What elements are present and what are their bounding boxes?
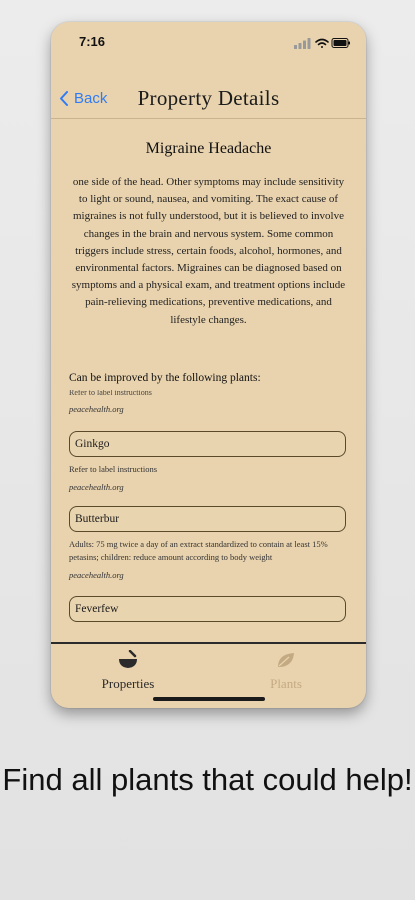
plant-list bbox=[69, 388, 346, 622]
plants-heading: Can be improved by the following plants: bbox=[69, 372, 261, 384]
tab-plants[interactable] bbox=[231, 650, 341, 692]
tab-label: Properties bbox=[101, 676, 155, 691]
plant-item-ginkgo[interactable] bbox=[69, 431, 346, 457]
tab-properties[interactable] bbox=[73, 650, 183, 692]
status-bar bbox=[51, 22, 366, 60]
plant-name: Feverfew bbox=[75, 603, 119, 615]
signal-icon bbox=[294, 38, 311, 49]
status-icons bbox=[294, 36, 350, 54]
leaf-icon bbox=[275, 650, 297, 670]
clipped-dosage-text: Refer to label instructions bbox=[69, 390, 152, 397]
plant-item-feverfew[interactable] bbox=[69, 596, 346, 622]
plant-dosage: Adults: 75 mg twice a day of an extract standardized to contain at least 15% petasins; children: reduce amount according to body weight bbox=[69, 539, 328, 562]
plant-name: Butterbur bbox=[75, 513, 120, 525]
tab-label: Plants bbox=[270, 676, 302, 691]
plant-dosage: Refer to label instructions bbox=[69, 464, 158, 474]
source-text: peacehealth.org bbox=[69, 482, 124, 492]
battery-icon bbox=[332, 39, 350, 48]
phone-frame bbox=[51, 22, 366, 708]
scroll-content[interactable] bbox=[51, 118, 366, 644]
navigation-bar bbox=[51, 60, 366, 119]
plant-item-butterbur[interactable] bbox=[69, 506, 346, 532]
status-time: 7:16 bbox=[79, 34, 106, 49]
plant-name: Ginkgo bbox=[75, 438, 110, 450]
mortar-pestle-icon bbox=[117, 650, 139, 670]
wifi-icon bbox=[316, 40, 328, 49]
promo-caption: Find all plants that could help! bbox=[2, 762, 413, 797]
source-text: peacehealth.org bbox=[69, 570, 124, 580]
condition-description: one side of the head. Other symptoms may include sensitivity to light or sound, nausea, and vomiting. The exact cause of migraines is not fully understood, but it is believed to involve changes in the brain and nervous system. Some common triggers include stress, certain foods, alcohol, hormones, and environmental factors. Migraines can be diagnosed based on symptoms and a physical exam, and treatment options include pain-relieving medications, preventive medications, and lifestyle changes. bbox=[71, 176, 346, 326]
back-label: Back bbox=[74, 90, 108, 107]
condition-title: Migraine Headache bbox=[145, 140, 272, 157]
home-indicator bbox=[153, 697, 265, 701]
page-title: Property Details bbox=[137, 86, 280, 110]
source-text: peacehealth.org bbox=[69, 404, 124, 414]
